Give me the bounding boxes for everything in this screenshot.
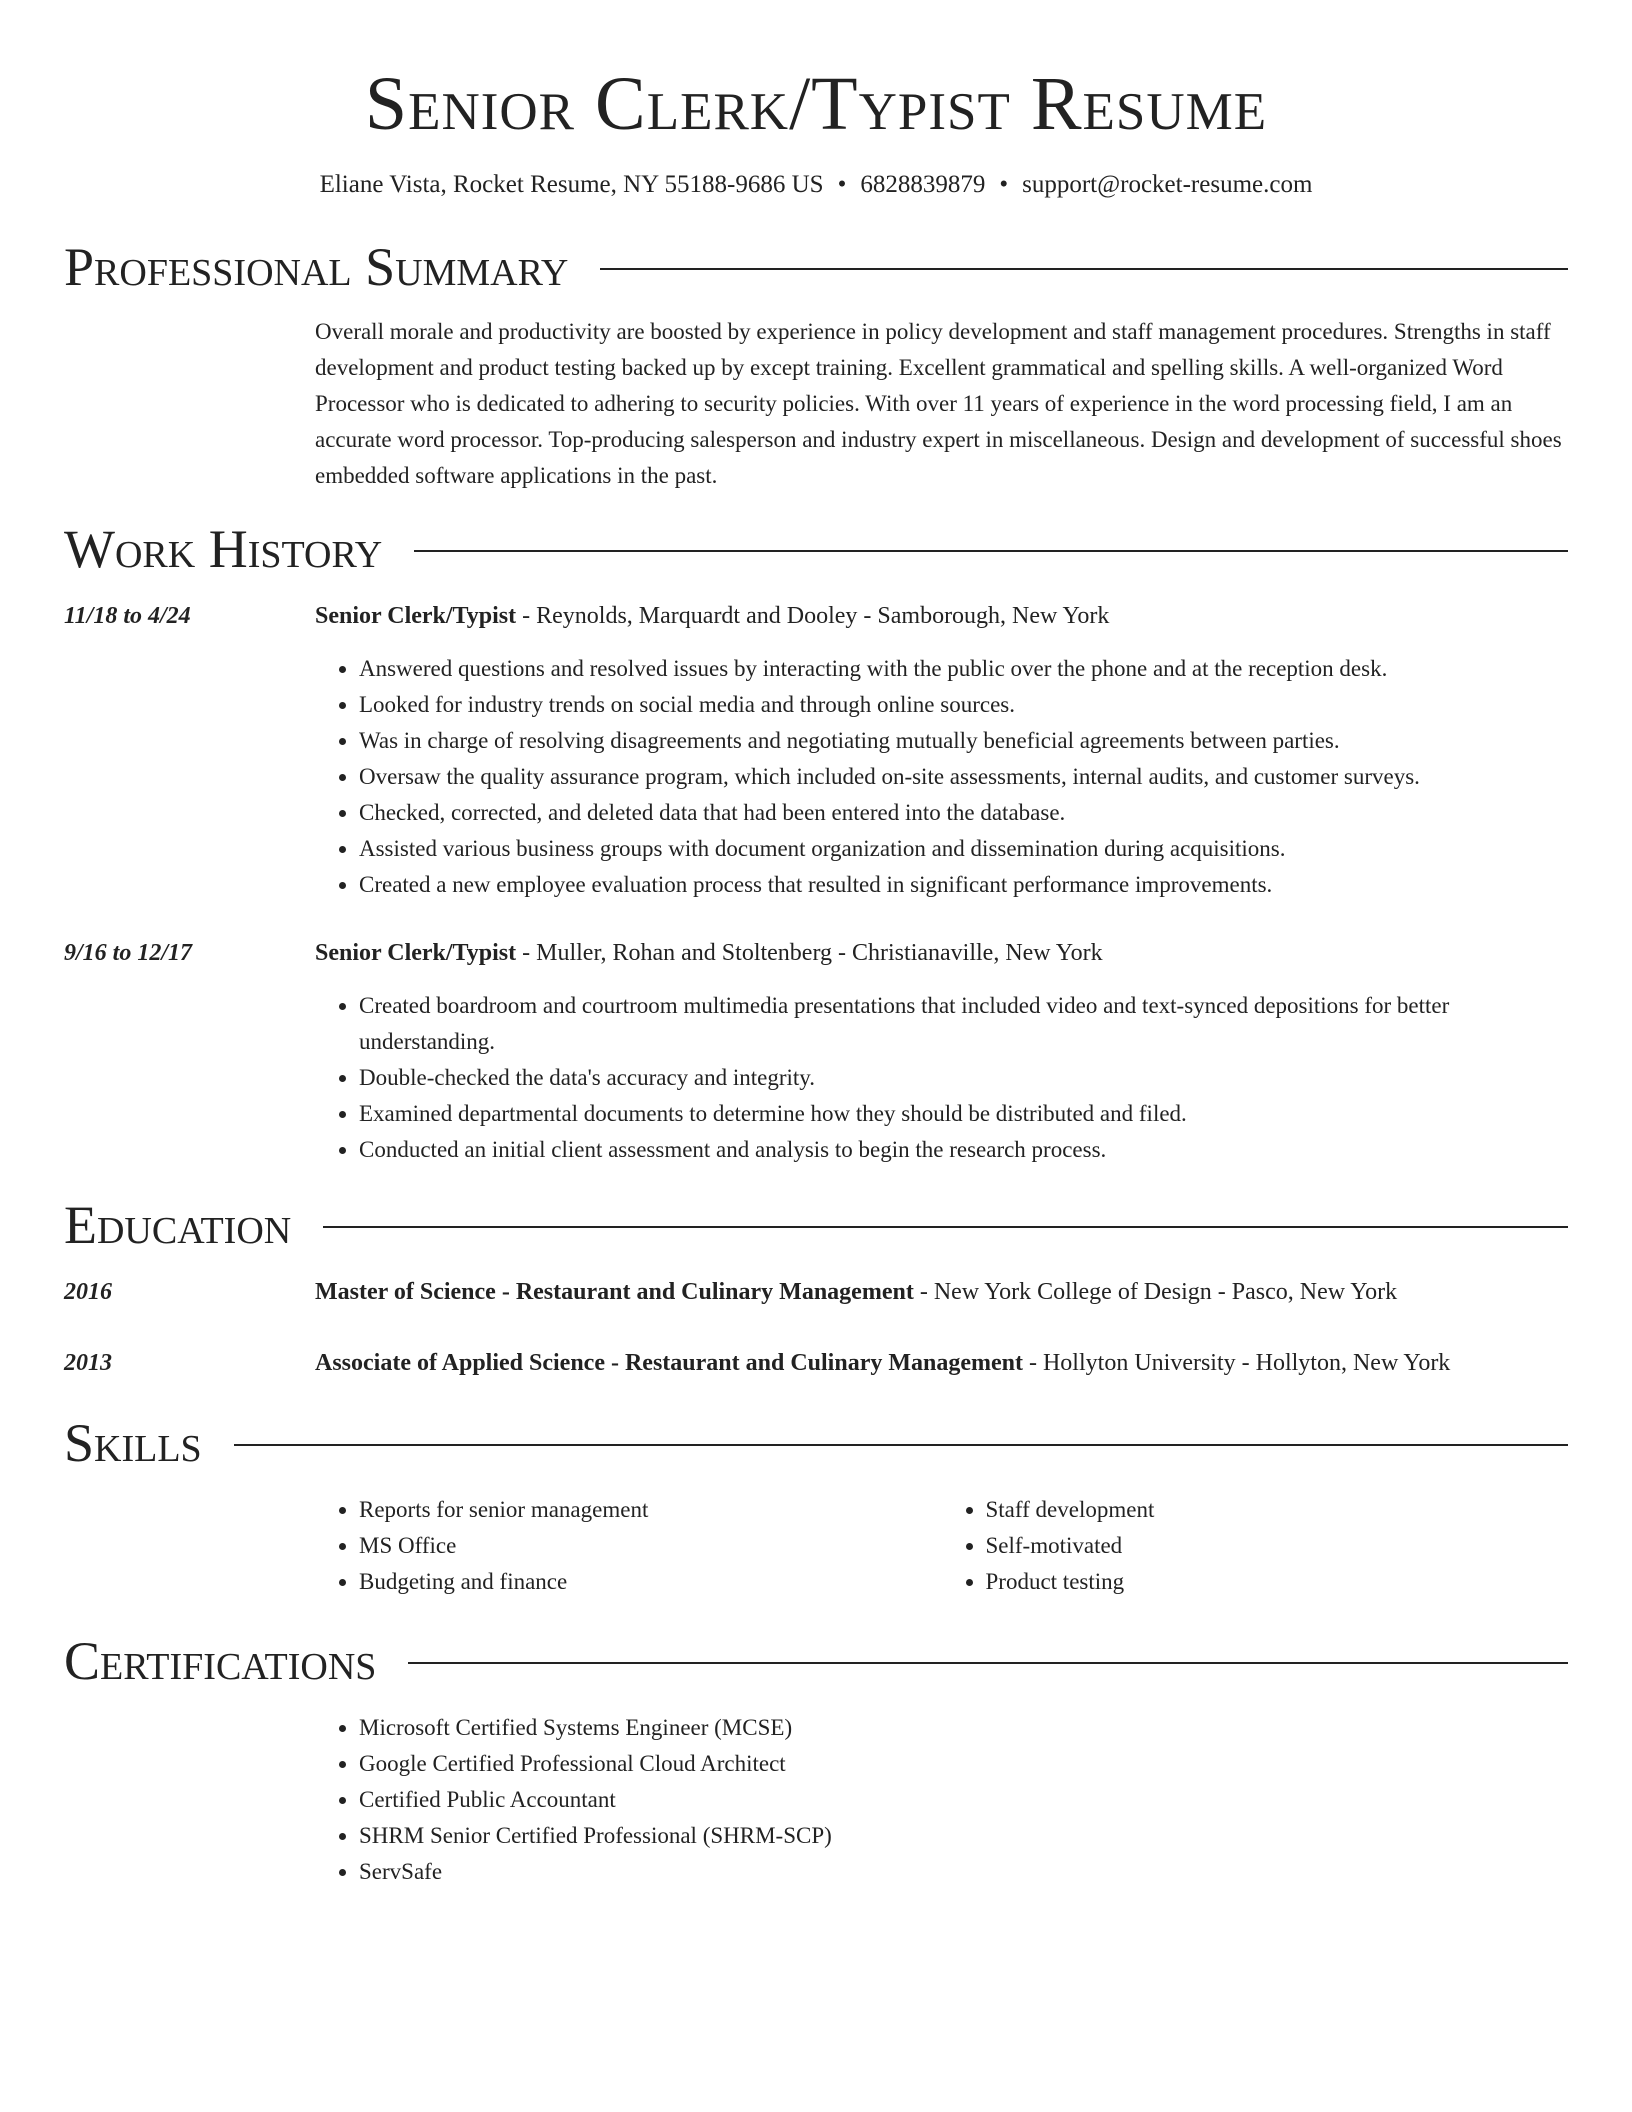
section-header	[64, 1626, 1568, 1696]
job-title: Senior Clerk/Typist	[315, 603, 517, 629]
contact-email[interactable]: support@rocket-resume.com	[1022, 171, 1313, 198]
section-work-history	[64, 514, 1568, 1168]
education-heading	[315, 1345, 1568, 1382]
section-divider	[408, 1662, 1568, 1664]
list-item: • Was in charge of resolving disagreements and negotiating mutually beneficial agreements between parties.	[359, 723, 1568, 759]
section-heading: Certifications	[64, 1631, 377, 1691]
list-item: • Oversaw the quality assurance program, which included on-site assessments, internal audits, and customer surveys.	[359, 759, 1568, 795]
document-title: Senior Clerk/Typist Resume	[364, 62, 1268, 146]
section-header	[64, 1190, 1568, 1260]
section-heading: Education	[64, 1195, 292, 1255]
section-header	[64, 232, 1568, 302]
section-divider	[600, 268, 1568, 270]
list-item: • Looked for industry trends on social media and through online sources.	[359, 687, 1568, 723]
list-item: • Staff development	[986, 1492, 1569, 1528]
list-item: • Budgeting and finance	[359, 1564, 942, 1600]
list-item: • Conducted an initial client assessment and analysis to begin the research process.	[359, 1132, 1568, 1168]
list-item: • Product testing	[986, 1564, 1569, 1600]
contact-line	[64, 168, 1568, 202]
education-degree: Associate of Applied Science - Restaurant and Culinary Management	[315, 1350, 1023, 1376]
list-item: • Checked, corrected, and deleted data that had been entered into the database.	[359, 795, 1568, 831]
job-entry	[64, 935, 1568, 1168]
skills-list	[315, 1492, 1568, 1600]
list-item: • Self-motivated	[986, 1528, 1569, 1564]
contact-phone: 6828839879	[860, 171, 986, 198]
education-heading	[315, 1274, 1568, 1311]
list-item: • Microsoft Certified Systems Engineer (MCSE)	[359, 1710, 1568, 1746]
section-header	[64, 1408, 1568, 1478]
list-item: • Created a new employee evaluation process that resulted in significant performance improvements.	[359, 867, 1568, 903]
list-item: • Examined departmental documents to determine how they should be distributed and filed.	[359, 1096, 1568, 1132]
contact-separator: •	[837, 171, 847, 198]
job-details: - Reynolds, Marquardt and Dooley - Samborough, New York	[516, 603, 1110, 629]
education-entry	[64, 1345, 1568, 1382]
job-header	[64, 598, 1568, 635]
section-divider	[234, 1444, 1568, 1446]
section-header	[64, 514, 1568, 584]
job-entry	[64, 598, 1568, 903]
job-header	[64, 935, 1568, 972]
section-divider	[414, 550, 1568, 552]
job-heading	[315, 935, 1568, 972]
list-item: • Answered questions and resolved issues by interacting with the public over the phone and at the reception desk.	[359, 651, 1568, 687]
section-heading: Skills	[64, 1413, 202, 1473]
job-date: 11/18 to 4/24	[64, 603, 191, 629]
contact-separator: •	[999, 171, 1009, 198]
summary-text: Overall morale and productivity are boosted by experience in policy development and staff management procedures. Strengths in staff development and product testing backed up by except training. Excellent grammatical and spelling skills. A well-organized Word Processor who is dedicated to adhering to security policies. With over 11 years of experience in the word processing field, I am an accurate word processor. Top-producing salesperson and industry expert in miscellaneous. Design and development of successful shoes embedded software applications in the past.	[315, 319, 1562, 488]
job-title: Senior Clerk/Typist	[315, 940, 517, 966]
education-entry	[64, 1274, 1568, 1311]
certifications-list	[315, 1710, 1568, 1890]
section-divider	[323, 1226, 1568, 1228]
section-education	[64, 1190, 1568, 1382]
list-item: • Reports for senior management	[359, 1492, 942, 1528]
education-year: 2013	[64, 1350, 112, 1376]
job-bullets	[315, 651, 1568, 903]
skills-column-right	[942, 1492, 1569, 1600]
list-item: • Google Certified Professional Cloud Architect	[359, 1746, 1568, 1782]
job-details: - Muller, Rohan and Stoltenberg - Christianaville, New York	[516, 940, 1103, 966]
section-heading: Work History	[64, 519, 383, 579]
education-degree: Master of Science - Restaurant and Culinary Management	[315, 1279, 914, 1305]
list-item: • Double-checked the data's accuracy and integrity.	[359, 1060, 1568, 1096]
list-item: • ServSafe	[359, 1854, 1568, 1890]
job-date: 9/16 to 12/17	[64, 940, 193, 966]
section-skills	[64, 1408, 1568, 1600]
list-item: • Assisted various business groups with document organization and dissemination during acquisitions.	[359, 831, 1568, 867]
section-certifications	[64, 1626, 1568, 1890]
section-professional-summary	[64, 232, 1568, 494]
list-item: • SHRM Senior Certified Professional (SHRM-SCP)	[359, 1818, 1568, 1854]
section-heading: Professional Summary	[64, 237, 569, 297]
education-year: 2016	[64, 1279, 112, 1305]
list-item: • MS Office	[359, 1528, 942, 1564]
education-details: - Hollyton University - Hollyton, New York	[1022, 1350, 1451, 1376]
skills-column-left	[315, 1492, 942, 1600]
list-item: • Created boardroom and courtroom multimedia presentations that included video and text-synced depositions for better understanding.	[359, 988, 1568, 1060]
list-item: • Certified Public Accountant	[359, 1782, 1568, 1818]
contact-address: Eliane Vista, Rocket Resume, NY 55188-9686 US	[319, 171, 824, 198]
education-details: - New York College of Design - Pasco, New York	[913, 1279, 1398, 1305]
job-heading	[315, 598, 1568, 635]
job-bullets	[315, 988, 1568, 1168]
